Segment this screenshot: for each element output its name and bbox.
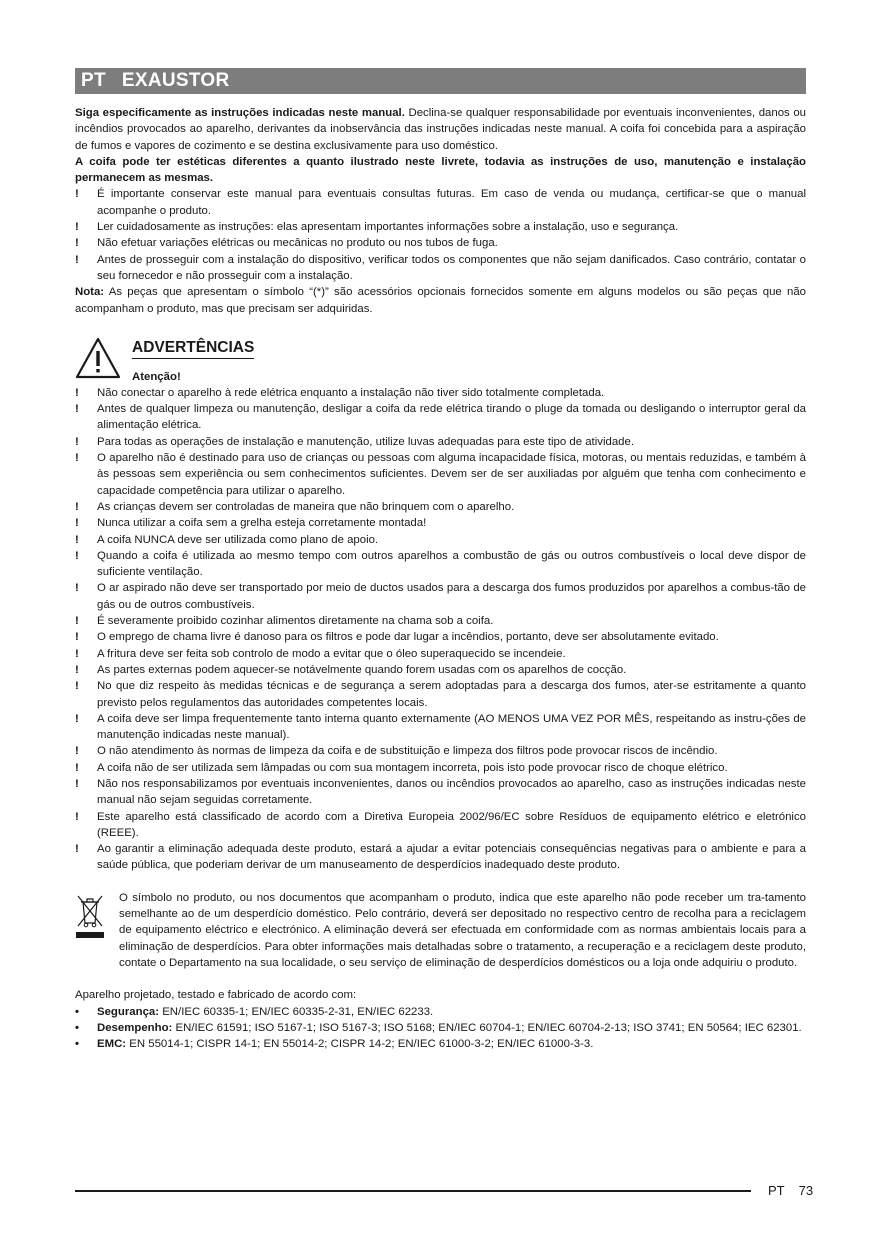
list-item-text: Ler cuidadosamente as instruções: elas apresentam importantes informações sobre a instalação, uso e segurança. [97,221,679,234]
note-label: Nota: [75,286,105,299]
weee-text: O símbolo no produto, ou nos documentos que acompanham o produto, indica que este aparelho não pode receber um tra-tamento semelhante ao de um desperdício doméstico. Pelo contrário, deverá ser depositado no respectivo centro de recolha para a reciclagem de equipamento eléctrico e electrónico. A eliminação deverá ser efectuada em conformidade com as normas ambientais locais para a eliminação de desperdícios. Para obter informações mais detalhadas sobre o tratamento, a recuperação e a reciclagem deste produto, contate o Departamento na sua localidade, o seu serviço de eliminação de desperdícios domésticos ou a loja onde adquiriu o produto. [119,891,806,969]
exclamation-icon: ! [75,500,79,513]
warning-item [75,401,806,434]
warning-item-text: No que diz respeito às medidas técnicas e de segurança a serem adoptadas para a descarga dos fumos, ater-se estritamente a quanto previsto pelos regulamentos das autoridades competentes locais. [97,680,806,709]
bullet-icon: • [75,1021,79,1034]
exclamation-icon: ! [75,452,79,465]
exclamation-icon: ! [75,810,79,823]
list-item [75,219,806,235]
warnings-subtitle: Atenção! [132,370,181,383]
warning-item [75,434,806,450]
warning-item-text: O aparelho não é destinado para uso de crianças ou pessoas com alguma incapacidade física, motoras, ou mentais reduzidas, e também à às pessoas sem experiência ou sem conhecimentos suficientes. Devem ser de ser auxiliadas por alguém que tenha com conhecimento e capacidade competência para utilizar o aparelho. [97,452,806,497]
warning-item [75,385,806,401]
section-title-bar [75,68,806,94]
standards-list [75,1004,806,1053]
warning-item [75,629,806,645]
warning-item-text: O emprego de chama livre é danoso para os filtros e pode dar lugar a incêndios, portanto, deve ser absolutamente evitado. [97,631,719,644]
exclamation-icon: ! [75,631,79,644]
warning-item-text: A coifa não de ser utilizada sem lâmpadas ou com sua montagem incorreta, pois isto pode provocar risco de choque elétrico. [97,761,728,774]
weee-section [75,890,806,971]
warning-item-text: Este aparelho está classificado de acordo com a Diretiva Europeia 2002/96/EC sobre Resíduos de equipamento elétrico e eletrónico (REEE). [97,810,806,839]
warning-item [75,548,806,581]
exclamation-icon: ! [75,221,79,234]
exclamation-icon: ! [75,435,79,448]
exclamation-icon: ! [75,533,79,546]
warning-item [75,532,806,548]
exclamation-icon: ! [75,647,79,660]
exclamation-icon: ! [75,843,79,856]
standards-intro: Aparelho projetado, testado e fabricado de acordo com: [75,989,357,1002]
page-footer [768,1183,813,1198]
warning-triangle-icon [75,337,121,379]
exclamation-icon: ! [75,253,79,266]
document-page [75,68,806,1052]
warning-item [75,613,806,629]
standards-text: EN 55014-1; CISPR 14-1; EN 55014-2; CISPR 14-2; EN/IEC 61000-3-2; EN/IEC 61000-3-3. [126,1038,594,1051]
crossed-bin-icon [75,892,105,940]
exclamation-icon: ! [75,237,79,250]
warning-item [75,760,806,776]
warning-item-text: Nunca utilizar a coifa sem a grelha esteja corretamente montada! [97,517,427,530]
warning-item-text: Não nos responsabilizamos por eventuais inconvenientes, danos ou incêndios provocados ao aparelho, caso as instruções indicadas neste manual não sejam seguidas corretamente. [97,777,806,807]
warning-item-text: Antes de qualquer limpeza ou manutenção, desligar a coifa da rede elétrica tirando o pluge da tomada ou desligando o interruptor geral da alimentação elétrica. [97,403,806,432]
warning-item [75,646,806,662]
warning-item [75,450,806,499]
warning-item [75,841,806,874]
exclamation-icon: ! [75,777,79,790]
warning-item-text: A coifa deve ser limpa frequentemente tanto interna quanto externamente (AO MENOS UMA VEZ POR MÊS, respeitando as instru-ções de manutenção indicadas neste manual). [97,712,806,742]
standards-text: EN/IEC 61591; ISO 5167-1; ISO 5167-3; ISO 5168; EN/IEC 60704-1; EN/IEC 60704-2-13; ISO 3741; EN 50564; IEC 62301. [172,1021,802,1034]
note-paragraph [75,284,806,317]
warning-item [75,776,806,809]
warnings-title: ADVERTÊNCIAS [132,340,254,359]
warning-item-text: As crianças devem ser controladas de maneira que não brinquem com o aparelho. [97,500,515,513]
bullet-icon: • [75,1005,79,1018]
warning-item [75,515,806,531]
warning-item [75,809,806,842]
exclamation-icon: ! [75,517,79,530]
exclamation-icon: ! [75,188,79,201]
warning-item-text: Quando a coifa é utilizada ao mesmo tempo com outros aparelhos a combustão de gás ou outros combustíveis o local deve dispor de suficiente ventilação. [97,549,806,579]
standards-item [75,1020,806,1036]
standards-item [75,1004,806,1020]
warning-item-text: É severamente proibido cozinhar alimentos diretamente na chama sob a coifa. [97,615,494,628]
warning-item-text: A coifa NUNCA deve ser utilizada como plano de apoio. [97,533,379,546]
page-number: 73 [798,1183,814,1198]
standards-label: Desempenho: [97,1021,173,1034]
standards-label: Segurança: [97,1005,160,1018]
bullet-icon: • [75,1038,79,1051]
intro-text: Declina-se qualquer responsabilidade por eventuais inconvenientes, danos ou incêndios provocados ao aparelho, derivantes da inobservância das instruções indicadas neste manual. A coifa foi concebida para a aspiração de fumos e vapores de cozimento e se destina exclusivamente para uso doméstico. [75,107,806,152]
exclamation-icon: ! [75,549,79,562]
warning-item-text: O ar aspirado não deve ser transportado por meio de ductos usados para a descarga dos fumos produzidos por aparelhos a combus-tão de gás ou de outros combustíveis. [97,582,806,611]
list-item [75,186,806,219]
standards-label: EMC: [97,1038,127,1051]
footer-language: PT [768,1183,785,1198]
section-title: EXAUSTOR [121,70,230,91]
list-item-text: É importante conservar este manual para eventuais consultas futuras. Em caso de venda ou mudança, certificar-se que o manual acompanhe o produto. [97,188,806,217]
note-text: As peças que apresentam o símbolo “(*)” são acessórios opcionais fornecidos somente em alguns modelos ou são peças que não acompanham o produto, mas que precisam ser adquiridas. [75,286,806,315]
intro-paragraph [75,105,806,154]
warning-item [75,499,806,515]
intro-bold: Siga especificamente as instruções indicadas neste manual. [75,107,405,119]
exclamation-icon: ! [75,615,79,628]
intro-list [75,186,806,284]
list-item [75,235,806,251]
exclamation-icon: ! [75,386,79,399]
warning-item [75,711,806,744]
exclamation-icon: ! [75,582,79,595]
list-item [75,252,806,285]
exclamation-icon: ! [75,761,79,774]
exclamation-icon: ! [75,712,79,725]
exclamation-icon: ! [75,403,79,416]
standards-text: EN/IEC 60335-1; EN/IEC 60335-2-31, EN/IEC 62233. [159,1005,434,1018]
intro-aesthetics-note: A coifa pode ter estéticas diferentes a quanto ilustrado neste livrete, todavia as instruções de uso, manutenção e instalação permanecem as mesmas. [75,155,806,185]
warning-item-text: Ao garantir a eliminação adequada deste produto, estará a ajudar a evitar potenciais consequências negativas para o ambiente e para a saúde pública, que poderiam derivar de um manuseamento de desperdícios inadequado deste produto. [97,843,806,872]
warning-item [75,678,806,711]
warning-item [75,662,806,678]
warning-item-text: As partes externas podem aquecer-se notávelmente quando forem usadas com os aparelhos de cocção. [97,663,627,676]
warnings-list [75,385,806,874]
list-item-text: Antes de prosseguir com a instalação do dispositivo, verificar todos os componentes que não sejam danificados. Caso contrário, contatar o seu fornecedor e não prosseguir com a instalação. [97,253,806,282]
warning-item-text: O não atendimento às normas de limpeza da coifa e de substituição e limpeza dos filtros pode provocar riscos de incêndio. [97,745,718,758]
exclamation-icon: ! [75,680,79,693]
language-code: PT [81,70,106,91]
exclamation-icon: ! [75,663,79,676]
standards-item [75,1036,806,1052]
exclamation-icon: ! [75,745,79,758]
warning-item-text: A fritura deve ser feita sob controlo de modo a evitar que o óleo superaquecido se incendeie. [97,647,566,660]
warnings-header [75,335,806,385]
warning-item [75,743,806,759]
warning-item-text: Para todas as operações de instalação e manutenção, utilize luvas adequadas para este tipo de atividade. [97,435,634,448]
list-item-text: Não efetuar variações elétricas ou mecânicas no produto ou nos tubos de fuga. [97,237,498,250]
warning-item [75,580,806,613]
warning-item-text: Não conectar o aparelho à rede elétrica enquanto a instalação não tiver sido totalmente completada. [97,386,605,399]
footer-rule [75,1190,751,1192]
